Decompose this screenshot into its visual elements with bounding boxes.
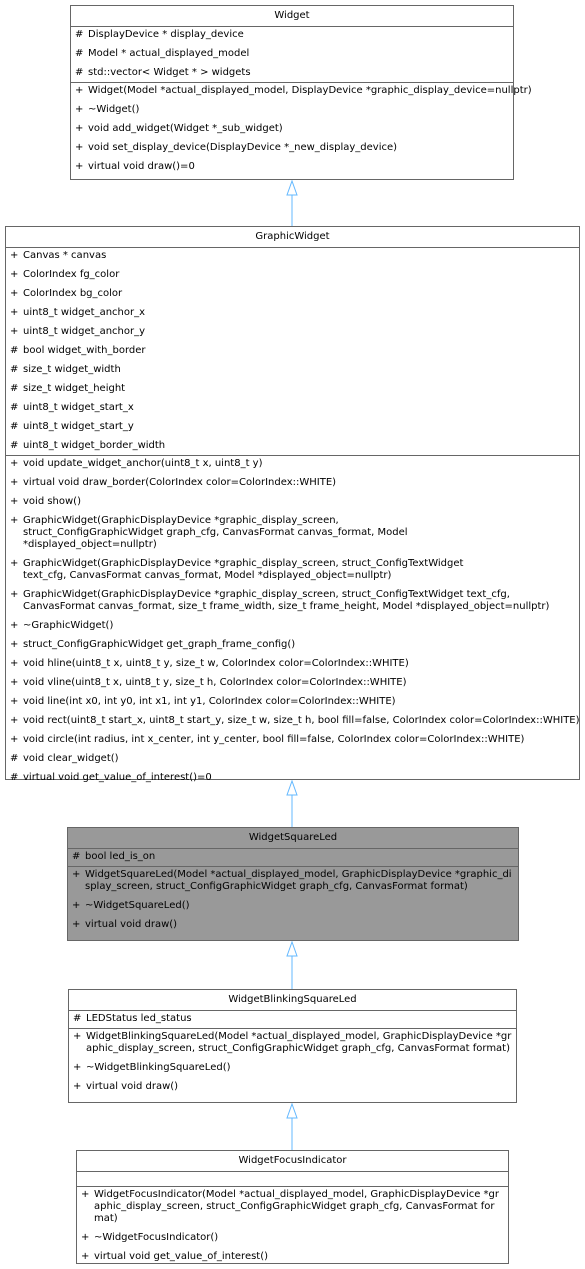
attribute (6, 269, 579, 281)
visibility-marker: + (10, 458, 19, 469)
attribute (6, 326, 579, 338)
method-text: void hline(uint8_t x, uint8_t y, size_t w, ColorIndex color=ColorIndex::WHITE) (23, 658, 409, 669)
method (77, 1189, 508, 1225)
visibility-marker: # (10, 440, 19, 451)
visibility-marker: + (10, 326, 19, 337)
method-text: virtual void draw_border(ColorIndex color=ColorIndex::WHITE) (23, 477, 337, 488)
method-text: ~GraphicWidget() (23, 620, 114, 631)
class-name: Widget (274, 10, 310, 21)
class-name: WidgetBlinkingSquareLed (228, 994, 357, 1005)
visibility-marker: + (81, 1251, 90, 1262)
visibility-marker: + (10, 734, 19, 745)
visibility-marker: + (10, 589, 19, 600)
visibility-marker: # (75, 67, 84, 78)
attribute (69, 1013, 516, 1025)
attribute-text: uint8_t widget_border_width (23, 440, 166, 451)
method-text: void add_widget(Widget *_sub_widget) (88, 123, 283, 134)
visibility-marker: # (10, 383, 19, 394)
attribute (71, 48, 513, 60)
class-graphicwidget[interactable] (5, 226, 580, 783)
visibility-marker: + (10, 307, 19, 318)
method (69, 1031, 516, 1055)
attributes-compartment (69, 1010, 516, 1028)
visibility-marker: # (72, 851, 81, 862)
method (6, 753, 579, 765)
class-widgetblinkingsquareled[interactable] (68, 989, 517, 1103)
attributes-compartment (71, 26, 513, 82)
methods-compartment (71, 82, 532, 176)
method-text: void set_display_device(DisplayDevice *_new_display_device) (88, 142, 398, 153)
visibility-marker: + (10, 288, 19, 299)
visibility-marker: + (10, 715, 19, 726)
method (6, 496, 579, 508)
method-text: virtual void draw()=0 (88, 161, 195, 172)
method (6, 658, 579, 670)
attribute-text: size_t widget_width (23, 364, 121, 375)
visibility-marker: + (75, 85, 84, 96)
method-text: virtual void get_value_of_interest()=0 (23, 772, 212, 783)
method-text: struct_ConfigGraphicWidget get_graph_frame_config() (23, 639, 296, 650)
method-text: Widget(Model *actual_displayed_model, DisplayDevice *graphic_display_device=nullptr) (88, 85, 532, 96)
visibility-marker: # (73, 1013, 82, 1024)
method (68, 919, 518, 931)
method (6, 589, 572, 613)
visibility-marker: + (10, 658, 19, 669)
visibility-marker: + (73, 1081, 82, 1092)
attribute (6, 440, 579, 452)
attribute (71, 67, 513, 79)
methods-compartment (68, 866, 518, 934)
method (69, 1081, 516, 1093)
attribute (6, 345, 579, 357)
visibility-marker: + (10, 677, 19, 688)
class-widget[interactable] (70, 5, 532, 180)
attribute-text: std::vector< Widget * > widgets (88, 67, 251, 78)
method (6, 772, 579, 784)
class-widgetfocusindicator[interactable] (76, 1150, 509, 1264)
visibility-marker: + (81, 1232, 90, 1243)
visibility-marker: # (10, 345, 19, 356)
method-text: virtual void get_value_of_interest() (94, 1251, 269, 1262)
visibility-marker: + (10, 558, 19, 569)
class-widgetsquareled[interactable] (67, 827, 519, 941)
visibility-marker: + (75, 161, 84, 172)
method (71, 142, 513, 154)
visibility-marker: # (75, 29, 84, 40)
attribute-text: DisplayDevice * display_device (88, 29, 244, 40)
method (6, 477, 579, 489)
visibility-marker: + (10, 269, 19, 280)
visibility-marker: + (10, 620, 19, 631)
visibility-marker: + (10, 515, 19, 526)
method-text: GraphicWidget(GraphicDisplayDevice *graphic_display_screen, struct_ConfigTextWidget text_cfg, CanvasFormat canvas_format, Model *displayed_object=nullptr) (23, 558, 464, 581)
attribute (6, 307, 579, 319)
method-text: void vline(uint8_t x, uint8_t y, size_t h, ColorIndex color=ColorIndex::WHITE) (23, 677, 407, 688)
arrow-widgetsquareled-to-graphicwidget (287, 781, 297, 827)
visibility-marker: # (10, 421, 19, 432)
method-text: GraphicWidget(GraphicDisplayDevice *graphic_display_screen, struct_ConfigGraphicWidget graph_cfg, CanvasFormat canvas_format, Model *displayed_object=nullptr) (23, 515, 408, 550)
method (6, 696, 579, 708)
attributes-compartment (68, 848, 518, 866)
visibility-marker: + (73, 1062, 82, 1073)
visibility-marker: # (10, 364, 19, 375)
visibility-marker: + (10, 250, 19, 261)
method-text: WidgetBlinkingSquareLed(Model *actual_displayed_model, GraphicDisplayDevice *graphic_display_screen, struct_ConfigGraphicWidget graph_cfg, CanvasFormat format) (86, 1031, 512, 1054)
attribute-text: uint8_t widget_start_x (23, 402, 134, 413)
attribute-text: uint8_t widget_start_y (23, 421, 134, 432)
method-text: WidgetFocusIndicator(Model *actual_displayed_model, GraphicDisplayDevice *graphic_display_screen, struct_ConfigGraphicWidget graph_cfg, CanvasFormat format) (94, 1189, 500, 1224)
attribute-text: Model * actual_displayed_model (88, 48, 250, 59)
visibility-marker: # (10, 772, 19, 783)
visibility-marker: # (10, 753, 19, 764)
method (6, 639, 579, 651)
method (6, 677, 579, 689)
method-text: GraphicWidget(GraphicDisplayDevice *graphic_display_screen, struct_ConfigTextWidget text_cfg, CanvasFormat canvas_format, size_t frame_width, size_t frame_height, Model *displayed_object=nullptr) (23, 589, 550, 612)
methods-compartment (6, 455, 579, 787)
attribute-text: ColorIndex bg_color (23, 288, 123, 299)
attribute-text: uint8_t widget_anchor_y (23, 326, 146, 337)
method-text: virtual void draw() (85, 919, 178, 930)
method (6, 558, 472, 582)
method-text: ~Widget() (88, 104, 140, 115)
attribute-text: LEDStatus led_status (86, 1013, 192, 1024)
visibility-marker: + (73, 1031, 82, 1042)
method-text: void update_widget_anchor(uint8_t x, uint8_t y) (23, 458, 263, 469)
attribute (6, 421, 579, 433)
visibility-marker: + (81, 1189, 90, 1200)
method (77, 1232, 508, 1244)
method (71, 85, 532, 97)
attribute (6, 383, 579, 395)
method-text: ~WidgetBlinkingSquareLed() (86, 1062, 231, 1073)
method-text: WidgetSquareLed(Model *actual_displayed_model, GraphicDisplayDevice *graphic_display_screen, struct_ConfigGraphicWidget graph_cfg, CanvasFormat format) (85, 869, 512, 892)
method-text: ~WidgetSquareLed() (85, 900, 190, 911)
method (6, 458, 579, 470)
attribute-text: Canvas * canvas (23, 250, 107, 261)
visibility-marker: + (10, 477, 19, 488)
visibility-marker: + (75, 142, 84, 153)
method-text: void show() (23, 496, 81, 507)
attribute (6, 288, 579, 300)
method (71, 161, 513, 173)
visibility-marker: + (72, 869, 81, 880)
attributes-compartment (77, 1171, 508, 1186)
visibility-marker: + (10, 639, 19, 650)
method (68, 869, 518, 893)
attribute-text: uint8_t widget_anchor_x (23, 307, 146, 318)
method (69, 1062, 516, 1074)
method (71, 123, 513, 135)
method (6, 734, 579, 746)
method (77, 1251, 508, 1263)
arrow-graphicwidget-to-widget (287, 181, 297, 226)
attribute-text: size_t widget_height (23, 383, 126, 394)
visibility-marker: + (75, 104, 84, 115)
method-text: void clear_widget() (23, 753, 119, 764)
attributes-compartment (6, 247, 579, 455)
visibility-marker: + (10, 696, 19, 707)
class-name: WidgetSquareLed (248, 832, 338, 843)
method-text: void rect(uint8_t start_x, uint8_t start_y, size_t w, size_t h, bool fill=false, ColorIndex color=ColorIndex::WHITE) (23, 715, 580, 726)
method-text: void line(int x0, int y0, int x1, int y1, ColorIndex color=ColorIndex::WHITE) (23, 696, 396, 707)
methods-compartment (69, 1028, 516, 1096)
class-name: WidgetFocusIndicator (238, 1155, 347, 1166)
method (6, 715, 579, 727)
visibility-marker: + (72, 919, 81, 930)
method (6, 620, 579, 632)
arrow-widgetfocusindicator-to-widgetblinkingsquareled (287, 1104, 297, 1150)
attribute (6, 402, 579, 414)
attribute (68, 851, 518, 863)
methods-compartment (77, 1186, 508, 1266)
attribute (71, 29, 513, 41)
visibility-marker: + (75, 123, 84, 134)
method-text: void circle(int radius, int x_center, int y_center, bool fill=false, ColorIndex color=ColorIndex::WHITE) (23, 734, 525, 745)
method-text: ~WidgetFocusIndicator() (94, 1232, 219, 1243)
method (68, 900, 518, 912)
visibility-marker: # (10, 402, 19, 413)
method-text: virtual void draw() (86, 1081, 179, 1092)
attribute-text: bool led_is_on (85, 851, 156, 862)
attribute (6, 250, 579, 262)
visibility-marker: + (10, 496, 19, 507)
class-name: GraphicWidget (255, 231, 330, 242)
attribute (6, 364, 579, 376)
attribute-text: bool widget_with_border (23, 345, 146, 356)
arrow-widgetblinkingsquareled-to-widgetsquareled (287, 942, 297, 989)
attribute-text: ColorIndex fg_color (23, 269, 120, 280)
visibility-marker: + (72, 900, 81, 911)
visibility-marker: # (75, 48, 84, 59)
method (71, 104, 513, 116)
method (6, 515, 472, 551)
